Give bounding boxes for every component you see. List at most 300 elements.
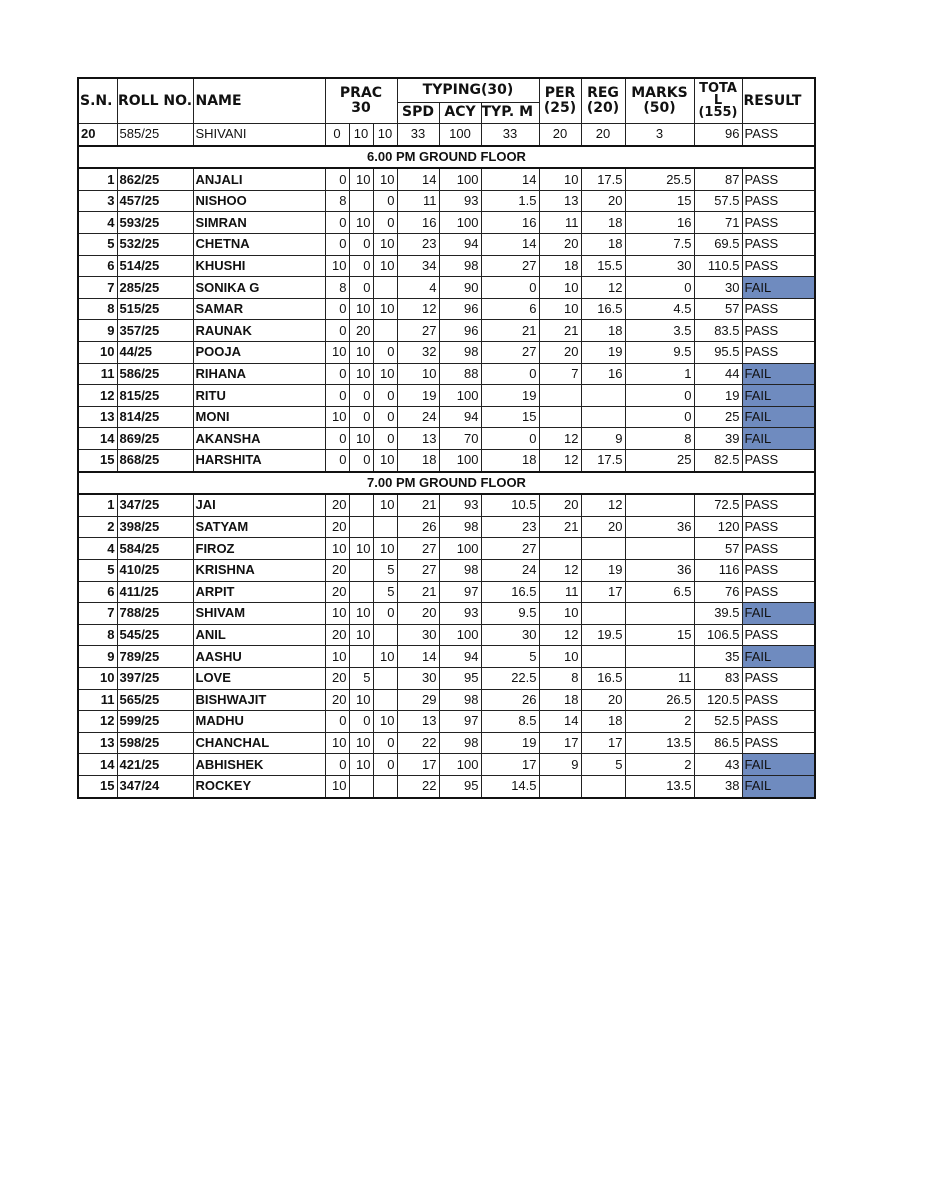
cell-p1: 0 xyxy=(325,385,349,407)
cell-acy: 94 xyxy=(439,234,481,256)
cell-roll: 347/24 xyxy=(117,775,193,797)
cell-name: HARSHITA xyxy=(193,450,325,472)
cell-marks: 0 xyxy=(625,406,694,428)
cell-spd: 27 xyxy=(397,538,439,560)
cell-total: 120 xyxy=(694,516,742,538)
cell-typm: 27 xyxy=(481,342,539,364)
cell-sn: 11 xyxy=(78,363,117,385)
cell-roll: 347/25 xyxy=(117,494,193,516)
cell-marks: 30 xyxy=(625,255,694,277)
cell-spd: 14 xyxy=(397,168,439,190)
cell-p1: 0 xyxy=(325,168,349,190)
cell-spd: 18 xyxy=(397,450,439,472)
cell-p2 xyxy=(349,581,373,603)
cell-p3: 0 xyxy=(373,342,397,364)
cell-marks: 13.5 xyxy=(625,775,694,797)
cell-name: SAMAR xyxy=(193,298,325,320)
result-badge: PASS xyxy=(742,320,815,342)
cell-p1: 10 xyxy=(325,406,349,428)
cell-p3: 5 xyxy=(373,559,397,581)
cell-p1: 0 xyxy=(325,124,349,146)
cell-spd: 11 xyxy=(397,190,439,212)
cell-marks: 11 xyxy=(625,667,694,689)
table-row xyxy=(78,168,815,190)
cell-name: ABHISHEK xyxy=(193,754,325,776)
cell-p2: 10 xyxy=(349,124,373,146)
cell-p1: 10 xyxy=(325,646,349,668)
cell-marks: 16 xyxy=(625,212,694,234)
cell-acy: 98 xyxy=(439,689,481,711)
cell-p1: 10 xyxy=(325,342,349,364)
result-badge: PASS xyxy=(742,711,815,733)
cell-per: 21 xyxy=(539,516,581,538)
cell-sn: 12 xyxy=(78,711,117,733)
cell-name: AASHU xyxy=(193,646,325,668)
cell-typm: 14.5 xyxy=(481,775,539,797)
cell-acy: 98 xyxy=(439,732,481,754)
header-row xyxy=(78,78,815,102)
cell-roll: 398/25 xyxy=(117,516,193,538)
header-result: RESULT xyxy=(742,78,815,124)
cell-total: 120.5 xyxy=(694,689,742,711)
cell-p3 xyxy=(373,775,397,797)
cell-roll: 815/25 xyxy=(117,385,193,407)
cell-p2: 10 xyxy=(349,732,373,754)
section-title: 7.00 PM GROUND FLOOR xyxy=(78,472,815,495)
cell-p1: 0 xyxy=(325,234,349,256)
cell-total: 69.5 xyxy=(694,234,742,256)
cell-sn: 14 xyxy=(78,428,117,450)
cell-spd: 26 xyxy=(397,516,439,538)
cell-typm: 0 xyxy=(481,363,539,385)
header-name: NAME xyxy=(193,78,325,124)
table-row xyxy=(78,212,815,234)
cell-sn: 14 xyxy=(78,754,117,776)
header-typ-m: TYP. M xyxy=(481,102,539,124)
result-badge: PASS xyxy=(742,124,815,146)
cell-spd: 22 xyxy=(397,732,439,754)
cell-name: RITU xyxy=(193,385,325,407)
table-row xyxy=(78,190,815,212)
cell-name: KRISHNA xyxy=(193,559,325,581)
result-badge: FAIL xyxy=(742,363,815,385)
cell-spd: 16 xyxy=(397,212,439,234)
result-badge: PASS xyxy=(742,255,815,277)
cell-p2: 10 xyxy=(349,342,373,364)
cell-p1: 20 xyxy=(325,581,349,603)
cell-name: LOVE xyxy=(193,667,325,689)
cell-acy: 98 xyxy=(439,342,481,364)
cell-typm: 10.5 xyxy=(481,494,539,516)
cell-marks: 3.5 xyxy=(625,320,694,342)
header-spd: SPD xyxy=(397,102,439,124)
cell-marks: 25.5 xyxy=(625,168,694,190)
result-badge: FAIL xyxy=(742,406,815,428)
cell-p3 xyxy=(373,667,397,689)
cell-total: 57 xyxy=(694,538,742,560)
cell-name: SATYAM xyxy=(193,516,325,538)
cell-spd: 21 xyxy=(397,581,439,603)
header-prac: PRAC 30 xyxy=(325,78,397,124)
table-row xyxy=(78,342,815,364)
cell-spd: 32 xyxy=(397,342,439,364)
cell-name: SHIVANI xyxy=(193,124,325,146)
cell-typm: 27 xyxy=(481,255,539,277)
table-row xyxy=(78,320,815,342)
cell-sn: 13 xyxy=(78,732,117,754)
result-badge: FAIL xyxy=(742,385,815,407)
cell-per: 12 xyxy=(539,428,581,450)
cell-per: 12 xyxy=(539,559,581,581)
cell-p2: 10 xyxy=(349,754,373,776)
cell-total: 87 xyxy=(694,168,742,190)
cell-p1: 20 xyxy=(325,516,349,538)
cell-roll: 868/25 xyxy=(117,450,193,472)
cell-spd: 14 xyxy=(397,646,439,668)
cell-reg: 17.5 xyxy=(581,168,625,190)
cell-p2 xyxy=(349,190,373,212)
cell-spd: 30 xyxy=(397,624,439,646)
cell-reg: 19 xyxy=(581,342,625,364)
cell-name: MADHU xyxy=(193,711,325,733)
cell-p1: 0 xyxy=(325,711,349,733)
cell-roll: 545/25 xyxy=(117,624,193,646)
cell-roll: 789/25 xyxy=(117,646,193,668)
cell-per xyxy=(539,385,581,407)
cell-acy: 100 xyxy=(439,385,481,407)
cell-p2: 10 xyxy=(349,624,373,646)
cell-acy: 70 xyxy=(439,428,481,450)
cell-p3: 10 xyxy=(373,711,397,733)
cell-p3: 10 xyxy=(373,298,397,320)
cell-marks: 8 xyxy=(625,428,694,450)
result-badge: FAIL xyxy=(742,754,815,776)
result-badge: PASS xyxy=(742,342,815,364)
cell-per: 7 xyxy=(539,363,581,385)
cell-typm: 15 xyxy=(481,406,539,428)
cell-spd: 27 xyxy=(397,320,439,342)
cell-reg xyxy=(581,406,625,428)
cell-p3 xyxy=(373,516,397,538)
cell-roll: 457/25 xyxy=(117,190,193,212)
cell-total: 25 xyxy=(694,406,742,428)
cell-acy: 98 xyxy=(439,255,481,277)
cell-name: JAI xyxy=(193,494,325,516)
cell-p2: 10 xyxy=(349,212,373,234)
cell-spd: 34 xyxy=(397,255,439,277)
cell-reg: 16 xyxy=(581,363,625,385)
cell-roll: 515/25 xyxy=(117,298,193,320)
table-row xyxy=(78,689,815,711)
cell-marks: 3 xyxy=(625,124,694,146)
table-row xyxy=(78,667,815,689)
result-badge: PASS xyxy=(742,624,815,646)
cell-p1: 10 xyxy=(325,775,349,797)
cell-reg: 12 xyxy=(581,277,625,299)
result-badge: FAIL xyxy=(742,277,815,299)
cell-acy: 94 xyxy=(439,646,481,668)
cell-per: 12 xyxy=(539,624,581,646)
cell-p3 xyxy=(373,689,397,711)
cell-sn: 5 xyxy=(78,559,117,581)
cell-p2: 20 xyxy=(349,320,373,342)
cell-per: 21 xyxy=(539,320,581,342)
cell-total: 19 xyxy=(694,385,742,407)
cell-typm: 26 xyxy=(481,689,539,711)
cell-name: SHIVAM xyxy=(193,603,325,625)
cell-p3: 10 xyxy=(373,646,397,668)
cell-marks: 9.5 xyxy=(625,342,694,364)
header-sn: S.N. xyxy=(78,78,117,124)
cell-p2: 10 xyxy=(349,538,373,560)
cell-reg: 18 xyxy=(581,212,625,234)
cell-per xyxy=(539,775,581,797)
table-row xyxy=(78,581,815,603)
cell-name: FIROZ xyxy=(193,538,325,560)
cell-reg: 9 xyxy=(581,428,625,450)
cell-marks: 2 xyxy=(625,754,694,776)
cell-per: 13 xyxy=(539,190,581,212)
cell-per: 9 xyxy=(539,754,581,776)
cell-acy: 100 xyxy=(439,124,481,146)
result-badge: FAIL xyxy=(742,603,815,625)
cell-p3: 0 xyxy=(373,428,397,450)
cell-per: 10 xyxy=(539,298,581,320)
cell-marks: 4.5 xyxy=(625,298,694,320)
cell-total: 76 xyxy=(694,581,742,603)
cell-roll: 410/25 xyxy=(117,559,193,581)
cell-spd: 29 xyxy=(397,689,439,711)
cell-marks: 15 xyxy=(625,190,694,212)
cell-name: ANIL xyxy=(193,624,325,646)
cell-per: 10 xyxy=(539,603,581,625)
header-marks: MARKS (50) xyxy=(625,78,694,124)
cell-per: 17 xyxy=(539,732,581,754)
cell-sn: 6 xyxy=(78,255,117,277)
cell-total: 116 xyxy=(694,559,742,581)
cell-spd: 12 xyxy=(397,298,439,320)
cell-total: 43 xyxy=(694,754,742,776)
cell-roll: 814/25 xyxy=(117,406,193,428)
table-row xyxy=(78,624,815,646)
cell-reg: 20 xyxy=(581,516,625,538)
cell-acy: 100 xyxy=(439,754,481,776)
cell-spd: 10 xyxy=(397,363,439,385)
cell-spd: 19 xyxy=(397,385,439,407)
top-row xyxy=(78,124,815,146)
cell-total: 83.5 xyxy=(694,320,742,342)
cell-per: 18 xyxy=(539,689,581,711)
cell-name: RIHANA xyxy=(193,363,325,385)
cell-reg: 5 xyxy=(581,754,625,776)
cell-typm: 21 xyxy=(481,320,539,342)
result-badge: PASS xyxy=(742,732,815,754)
cell-roll: 584/25 xyxy=(117,538,193,560)
cell-p2: 10 xyxy=(349,298,373,320)
cell-marks: 26.5 xyxy=(625,689,694,711)
cell-p2: 10 xyxy=(349,168,373,190)
cell-spd: 20 xyxy=(397,603,439,625)
cell-p1: 20 xyxy=(325,689,349,711)
cell-acy: 93 xyxy=(439,494,481,516)
cell-p1: 20 xyxy=(325,559,349,581)
cell-sn: 10 xyxy=(78,342,117,364)
cell-typm: 33 xyxy=(481,124,539,146)
cell-total: 39.5 xyxy=(694,603,742,625)
cell-sn: 7 xyxy=(78,603,117,625)
cell-acy: 88 xyxy=(439,363,481,385)
cell-sn: 5 xyxy=(78,234,117,256)
cell-total: 72.5 xyxy=(694,494,742,516)
table-row xyxy=(78,363,815,385)
result-badge: FAIL xyxy=(742,646,815,668)
cell-total: 96 xyxy=(694,124,742,146)
cell-per: 20 xyxy=(539,234,581,256)
result-badge: PASS xyxy=(742,168,815,190)
cell-per: 20 xyxy=(539,124,581,146)
cell-p2: 10 xyxy=(349,363,373,385)
cell-sn: 7 xyxy=(78,277,117,299)
cell-marks: 25 xyxy=(625,450,694,472)
cell-sn: 15 xyxy=(78,450,117,472)
cell-marks xyxy=(625,646,694,668)
cell-p1: 10 xyxy=(325,538,349,560)
cell-marks: 6.5 xyxy=(625,581,694,603)
cell-p3: 10 xyxy=(373,124,397,146)
table-row xyxy=(78,538,815,560)
cell-p1: 20 xyxy=(325,667,349,689)
cell-total: 95.5 xyxy=(694,342,742,364)
cell-p2: 0 xyxy=(349,450,373,472)
cell-p3: 0 xyxy=(373,406,397,428)
table-row xyxy=(78,450,815,472)
cell-roll: 285/25 xyxy=(117,277,193,299)
cell-per: 20 xyxy=(539,494,581,516)
cell-reg xyxy=(581,646,625,668)
cell-sn: 3 xyxy=(78,190,117,212)
cell-p1: 8 xyxy=(325,277,349,299)
cell-name: ARPIT xyxy=(193,581,325,603)
cell-sn: 6 xyxy=(78,581,117,603)
cell-p2 xyxy=(349,646,373,668)
cell-typm: 6 xyxy=(481,298,539,320)
cell-per: 12 xyxy=(539,450,581,472)
cell-reg: 17 xyxy=(581,732,625,754)
cell-p2 xyxy=(349,494,373,516)
cell-roll: 532/25 xyxy=(117,234,193,256)
cell-reg: 12 xyxy=(581,494,625,516)
table-row xyxy=(78,385,815,407)
cell-p3: 10 xyxy=(373,494,397,516)
cell-roll: 598/25 xyxy=(117,732,193,754)
cell-typm: 16.5 xyxy=(481,581,539,603)
cell-reg: 19.5 xyxy=(581,624,625,646)
cell-name: AKANSHA xyxy=(193,428,325,450)
cell-total: 83 xyxy=(694,667,742,689)
cell-sn: 20 xyxy=(78,124,117,146)
cell-p2: 0 xyxy=(349,385,373,407)
cell-per xyxy=(539,538,581,560)
cell-p1: 0 xyxy=(325,363,349,385)
cell-typm: 18 xyxy=(481,450,539,472)
result-badge: PASS xyxy=(742,450,815,472)
cell-roll: 586/25 xyxy=(117,363,193,385)
cell-typm: 22.5 xyxy=(481,667,539,689)
cell-marks: 15 xyxy=(625,624,694,646)
cell-typm: 30 xyxy=(481,624,539,646)
cell-p3: 10 xyxy=(373,234,397,256)
cell-name: KHUSHI xyxy=(193,255,325,277)
cell-reg: 18 xyxy=(581,234,625,256)
cell-acy: 100 xyxy=(439,450,481,472)
cell-marks xyxy=(625,603,694,625)
table-row xyxy=(78,255,815,277)
cell-sn: 4 xyxy=(78,212,117,234)
cell-spd: 27 xyxy=(397,559,439,581)
cell-marks: 7.5 xyxy=(625,234,694,256)
cell-typm: 1.5 xyxy=(481,190,539,212)
cell-spd: 21 xyxy=(397,494,439,516)
cell-p3: 5 xyxy=(373,581,397,603)
cell-total: 38 xyxy=(694,775,742,797)
cell-reg: 16.5 xyxy=(581,298,625,320)
cell-sn: 10 xyxy=(78,667,117,689)
result-badge: PASS xyxy=(742,689,815,711)
table-row xyxy=(78,775,815,797)
cell-reg: 16.5 xyxy=(581,667,625,689)
cell-p2: 10 xyxy=(349,603,373,625)
table-row xyxy=(78,277,815,299)
cell-roll: 593/25 xyxy=(117,212,193,234)
cell-spd: 33 xyxy=(397,124,439,146)
cell-per: 20 xyxy=(539,342,581,364)
cell-p3: 0 xyxy=(373,754,397,776)
cell-acy: 93 xyxy=(439,190,481,212)
cell-p2: 10 xyxy=(349,428,373,450)
cell-p2: 0 xyxy=(349,406,373,428)
cell-p3: 10 xyxy=(373,538,397,560)
cell-roll: 862/25 xyxy=(117,168,193,190)
cell-p1: 0 xyxy=(325,428,349,450)
cell-per: 11 xyxy=(539,212,581,234)
cell-acy: 96 xyxy=(439,298,481,320)
cell-roll: 421/25 xyxy=(117,754,193,776)
result-badge: FAIL xyxy=(742,775,815,797)
cell-p1: 10 xyxy=(325,603,349,625)
table-row xyxy=(78,559,815,581)
cell-name: ANJALI xyxy=(193,168,325,190)
cell-sn: 2 xyxy=(78,516,117,538)
cell-typm: 14 xyxy=(481,168,539,190)
cell-marks: 13.5 xyxy=(625,732,694,754)
result-badge: PASS xyxy=(742,516,815,538)
result-badge: PASS xyxy=(742,190,815,212)
cell-per xyxy=(539,406,581,428)
table-row xyxy=(78,603,815,625)
result-badge: PASS xyxy=(742,538,815,560)
results-table xyxy=(77,77,816,799)
cell-name: CHANCHAL xyxy=(193,732,325,754)
cell-total: 110.5 xyxy=(694,255,742,277)
cell-name: SIMRAN xyxy=(193,212,325,234)
cell-p3 xyxy=(373,624,397,646)
cell-name: ROCKEY xyxy=(193,775,325,797)
cell-sn: 15 xyxy=(78,775,117,797)
cell-acy: 90 xyxy=(439,277,481,299)
cell-reg: 17 xyxy=(581,581,625,603)
cell-spd: 22 xyxy=(397,775,439,797)
cell-roll: 788/25 xyxy=(117,603,193,625)
